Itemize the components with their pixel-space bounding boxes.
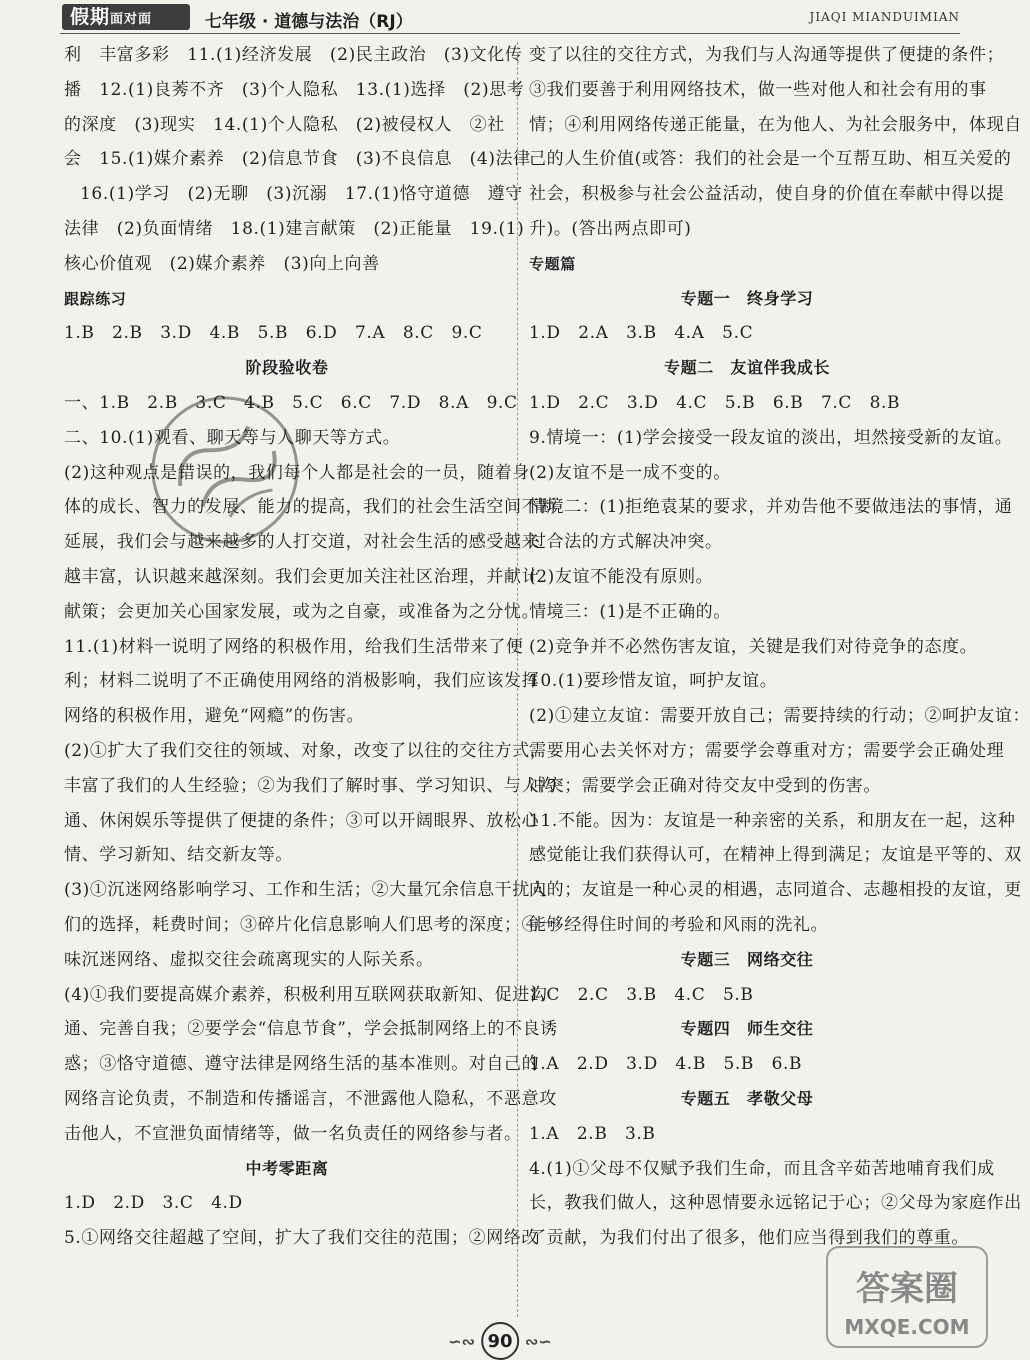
- text-line: (4)①我们要提高媒介素养，积极利用互联网获取新知、促进沟: [64, 984, 548, 1005]
- text-line: 会 15.(1)媒介素养 (2)信息节食 (3)不良信息 (4)法律: [64, 149, 531, 170]
- text-line: 1.A 2.B 3.B: [529, 1123, 656, 1144]
- section-heading: 专题一 终身学习: [680, 288, 814, 308]
- section-heading: 阶段验收卷: [245, 358, 329, 378]
- watermark-url: MXQE.COM: [844, 1315, 970, 1339]
- text-line: 4.(1)①父母不仅赋予我们生命，而且含辛茹苦地哺育我们成: [529, 1158, 995, 1179]
- text-line: 延展，我们会与越来越多的人打交道，对社会生活的感受越来: [64, 532, 540, 553]
- text-line: 丰富了我们的人生经验；②为我们了解时事、学习知识、与人沟: [64, 775, 557, 796]
- text-line: 己的人生价值(或答：我们的社会是一个互帮互助、相互关爱的: [529, 149, 1012, 170]
- text-line: 越丰富，认识越来越深刻。我们会更加关注社区治理，并献计: [64, 566, 540, 587]
- text-line: 情境三：(1)是不正确的。: [529, 601, 731, 622]
- text-line: 1.C 2.C 3.B 4.C 5.B: [529, 984, 754, 1005]
- watermark-logo: [822, 1242, 992, 1352]
- text-line: 11.不能。因为：友谊是一种亲密的关系，和朋友在一起，这种: [529, 810, 1016, 831]
- text-line: 利 丰富多彩 11.(1)经济发展 (2)民主政治 (3)文化传: [64, 45, 523, 65]
- text-line: 9.情境一：(1)学会接受一段友谊的淡出，坦然接受新的友谊。: [529, 427, 1013, 448]
- text-line: 通、完善自我；②要学会“信息节食”，学会抵制网络上的不良诱: [64, 1019, 558, 1040]
- header-title: 七年级 · 道德与法治（RJ）: [205, 12, 413, 32]
- brand-sub: 面对面: [110, 12, 153, 27]
- text-line: (2)这种观点是错误的，我们每个人都是社会的一员，随着身: [64, 462, 530, 483]
- text-line: 一、1.B 2.B 3.C 4.B 5.C 6.C 7.D 8.A 9.C: [64, 392, 518, 413]
- section-heading: 专题三 网络交往: [680, 949, 814, 969]
- left-ornament-icon: ∽∾: [448, 1331, 475, 1351]
- text-line: 情；④利用网络传递正能量，在为他人、为社会服务中，体现自: [529, 114, 1022, 135]
- text-line: 网络的积极作用，避免“网瘾”的伤害。: [64, 706, 365, 727]
- text-line: (3)①沉迷网络影响学习、工作和生活；②大量冗余信息干扰人: [64, 880, 548, 901]
- text-line: 核心价值观 (2)媒介素养 (3)向上向善: [64, 253, 380, 274]
- text-line: (2)①建立友谊：需要开放自己；需要持续的行动；②呵护友谊：: [529, 706, 1030, 727]
- text-line: 11.(1)材料一说明了网络的积极作用，给我们生活带来了便: [64, 636, 524, 657]
- section-heading: 专题四 师生交往: [680, 1019, 814, 1039]
- text-line: 1.B 2.B 3.D 4.B 5.B 6.D 7.A 8.C 9.C: [64, 323, 483, 344]
- brand-main: 假期: [70, 6, 111, 28]
- text-line: 过合法的方式解决冲突。: [529, 532, 723, 553]
- text-line: 10.(1)要珍惜友谊，呵护友谊。: [529, 671, 778, 692]
- page-header: [0, 0, 1000, 40]
- text-line: 法律 (2)负面情绪 18.(1)建言献策 (2)正能量 19.(1): [64, 218, 525, 239]
- text-line: 体的成长、智力的发展、能力的提高，我们的社会生活空间不断: [64, 497, 557, 518]
- text-line: (2)友谊不能没有原则。: [529, 566, 714, 587]
- text-line: 二、10.(1)观看、聊天等与人聊天等方式。: [64, 427, 401, 448]
- text-line: (2)竞争并不必然伤害友谊，关键是我们对待竞争的态度。: [529, 636, 978, 657]
- watermark-main: 答案圈: [856, 1269, 958, 1309]
- text-line: (2)①扩大了我们交往的领域、对象，改变了以往的交往方式，: [64, 740, 548, 761]
- brand-logo: [62, 4, 190, 30]
- text-line: 1.D 2.C 3.D 4.C 5.B 6.B 7.C 8.B: [529, 392, 901, 413]
- text-line: 情、学习新知、结交新友等。: [64, 845, 293, 866]
- text-line: 了贡献，为我们付出了很多，他们应当得到我们的尊重。: [529, 1228, 969, 1249]
- text-line: 的深度 (3)现实 14.(1)个人隐私 (2)被侵权人 ②社: [64, 114, 505, 135]
- text-line: 冲突；需要学会正确对待交友中受到的伤害。: [529, 775, 881, 796]
- text-line: 1.A 2.D 3.D 4.B 5.B 6.B: [529, 1054, 803, 1075]
- page-number: [448, 1322, 552, 1360]
- text-line: 味沉迷网络、虚拟交往会疏离现实的人际关系。: [64, 949, 434, 970]
- text-line: 社会，积极参与社会公益活动，使自身的价值在奉献中得以提: [529, 184, 1005, 205]
- text-line: 能够经得住时间的考验和风雨的洗礼。: [529, 914, 829, 935]
- text-line: 网络言论负责，不制造和传播谣言，不泄露他人隐私，不恶意攻: [64, 1088, 557, 1109]
- text-line: ③我们要善于利用网络技术，做一些对他人和社会有用的事: [529, 79, 987, 100]
- section-heading: 中考零距离: [245, 1158, 329, 1178]
- right-ornament-icon: ∾∽: [525, 1331, 552, 1351]
- text-line: 需要用心去关怀对方；需要学会尊重对方；需要学会正确处理: [529, 740, 1005, 761]
- text-line: 惑；③恪守道德、遵守法律是网络生活的基本准则。对自己的: [64, 1054, 540, 1075]
- page-number-value: 90: [481, 1322, 519, 1360]
- text-line: 1.D 2.A 3.B 4.A 5.C: [529, 323, 754, 344]
- text-line: 播 12.(1)良莠不齐 (3)个人隐私 13.(1)选择 (2)思考: [64, 79, 525, 100]
- text-line: 变了以往的交往方式，为我们与人沟通等提供了便捷的条件；: [529, 45, 1005, 65]
- text-line: 通、休闲娱乐等提供了便捷的条件；③可以开阔眼界、放松心: [64, 810, 540, 831]
- column-divider: [517, 42, 518, 1317]
- text-line: 们的选择，耗费时间；③碎片化信息影响人们思考的深度；④一: [64, 914, 557, 935]
- text-line: 感觉能让我们获得认可，在精神上得到满足；友谊是平等的、双: [529, 845, 1022, 866]
- text-line: 长，教我们做人，这种恩情要永远铭记于心；②父母为家庭作出: [529, 1193, 1022, 1214]
- right-column: [529, 38, 1030, 1256]
- text-line: 升)。(答出两点即可): [529, 218, 692, 239]
- text-line: 1.D 2.D 3.C 4.D: [64, 1193, 243, 1214]
- text-line: 情境二：(1)拒绝袁某的要求，并劝告他不要做违法的事情，通: [529, 497, 1013, 518]
- part-heading: 跟踪练习: [64, 289, 127, 308]
- header-latin-title: JIAQI MIANDUIMIAN: [809, 10, 960, 24]
- section-heading: 专题二 友谊伴我成长: [663, 358, 830, 378]
- text-line: 向的；友谊是一种心灵的相遇，志同道合、志趣相投的友谊，更: [529, 880, 1022, 901]
- text-line: (2)友谊不是一成不变的。: [529, 462, 731, 483]
- text-line: 16.(1)学习 (2)无聊 (3)沉溺 17.(1)恪守道德 遵守: [80, 184, 523, 205]
- text-line: 击他人，不宣泄负面情绪等，做一名负责任的网络参与者。: [64, 1123, 522, 1144]
- text-line: 献策；会更加关心国家发展，或为之自豪，或准备为之分忧。: [64, 601, 540, 622]
- text-line: 利；材料二说明了不正确使用网络的消极影响，我们应该发挥: [64, 671, 540, 692]
- section-heading: 专题五 孝敬父母: [680, 1088, 814, 1108]
- part-heading: 专题篇: [529, 254, 576, 273]
- header-rule: [60, 33, 960, 34]
- text-line: 5.①网络交往超越了空间，扩大了我们交往的范围；②网络改: [64, 1228, 540, 1249]
